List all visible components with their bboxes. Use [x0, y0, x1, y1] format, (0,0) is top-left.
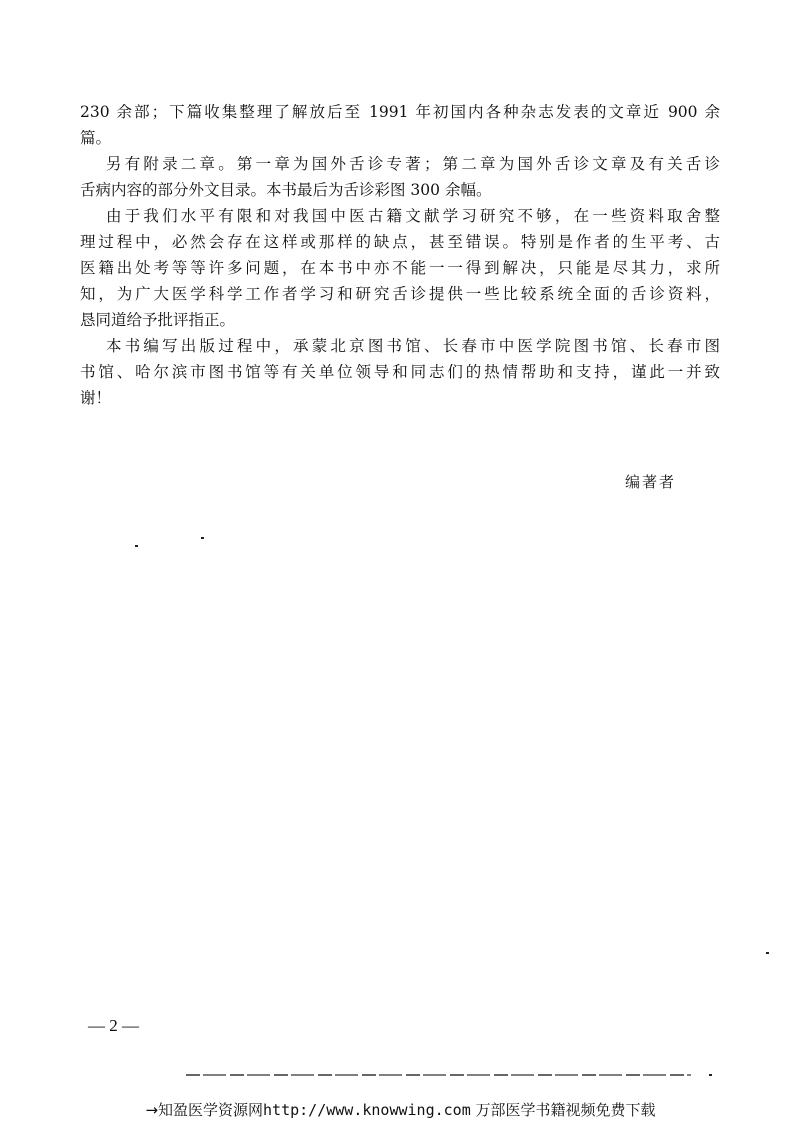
text-line: 知，为广大医学科学工作者学习和研究舌诊提供一些比较系统全面的舌诊资料， [80, 285, 720, 303]
text-line: 理过程中，必然会存在这样或那样的缺点，甚至错误。特别是作者的生平考、古 [80, 233, 720, 251]
text-line: 另有附录二章。第一章为国外舌诊专著；第二章为国外舌诊文章及有关舌诊 [106, 155, 720, 173]
text-line: 本书编写出版过程中，承蒙北京图书馆、长春市中医学院图书馆、长春市图 [106, 337, 720, 355]
text-line: 舌病内容的部分外文目录。本书最后为舌诊彩图 300 余幅。 [80, 181, 492, 199]
watermark-url[interactable]: http://www.knowwing.com [263, 1101, 471, 1119]
text-line: 由于我们水平有限和对我国中医古籍文献学习研究不够，在一些资料取舍整 [106, 207, 720, 225]
scan-speck [135, 545, 138, 547]
page-number: — 2 — [88, 1016, 139, 1035]
text-line: 230 余部；下篇收集整理了解放后至 1991 年初国内各种杂志发表的文章近 900 余 [80, 103, 720, 121]
text-line: 恳同道给予批评指正。 [80, 311, 236, 329]
scan-speck [766, 952, 769, 954]
watermark-suffix: 万部医学书籍视频免费下载 [470, 1101, 656, 1119]
signature: 编著者 [625, 473, 677, 491]
watermark [0, 1099, 801, 1120]
text-line: 谢！ [80, 389, 112, 407]
scan-speck [709, 1074, 712, 1076]
scan-speck [201, 537, 204, 539]
text-line: 书馆、哈尔滨市图书馆等有关单位领导和同志们的热情帮助和支持，谨此一并致 [80, 363, 720, 381]
text-line: 篇。 [80, 129, 112, 147]
text-line: 医籍出处考等等许多问题，在本书中亦不能一一得到解决，只能是尽其力，求所 [80, 259, 720, 277]
watermark-prefix: →知盈医学资源网 [145, 1101, 264, 1119]
scan-noise-line [186, 1074, 691, 1076]
